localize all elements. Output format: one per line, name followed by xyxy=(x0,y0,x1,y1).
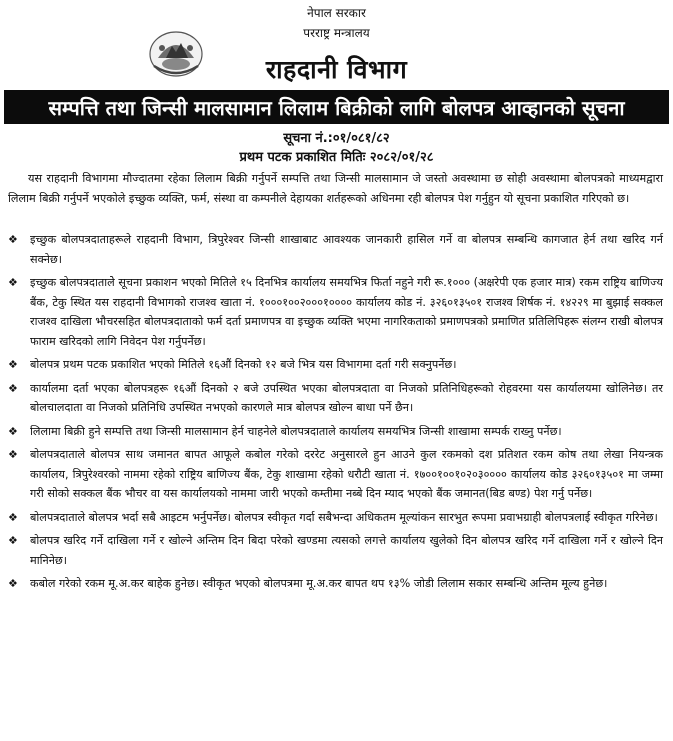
diamond-bullet-icon: ❖ xyxy=(8,577,18,590)
ministry-name: परराष्ट्र मन्त्रालय xyxy=(303,26,370,40)
diamond-bullet-icon: ❖ xyxy=(8,358,18,371)
diamond-bullet-icon: ❖ xyxy=(8,381,18,395)
notice-number: सूचना नं.:०१/०८१/८२ xyxy=(283,131,390,146)
condition-text: लिलामा बिक्री हुने सम्पत्ति तथा जिन्सी मालसामान हेर्न चाहनेले बोलपत्रदाताले कार्यालय समयभित्र जिन्सी शाखामा सम्पर्क राख्नु पर्नेछ। xyxy=(30,424,562,438)
condition-item xyxy=(6,379,663,418)
condition-item xyxy=(6,445,663,504)
condition-item xyxy=(6,355,663,375)
condition-text: बोलपत्र प्रथम पटक प्रकाशित भएको मितिले १६औं दिनको १२ बजे भित्र यस विभागमा दर्ता गरी सक्नुपर्नेछ। xyxy=(30,358,457,371)
condition-text: बोलपत्रदाताले बोलपत्र साथ जमानत बापत आफूले कबोल गरेको दररेट अनुसारले हुन आउने कुल रकमको दश प्रतिशत रकम कोष तथा लेखा नियन्त्रक कार्यालय, त्रिपुरेश्वरको नाममा रहेको राष्ट्रिय बाणिज्य बैंक, टेकु शाखामा रहेको धरौटी खाता नं. १७००१००१०२०३०००० कार्यालय कोड ३२६०१३५०१ मा जम्मा गरी सोको सक्कल बैंक भौचर वा यस कार्यालयको नाममा जारी भएको कम्तीमा नब्बे दिन म्याद भएको बैंक जमानत(बिड बण्ड) पेश गर्नु पर्नेछ। xyxy=(30,448,663,500)
diamond-bullet-icon: ❖ xyxy=(8,510,18,524)
condition-text: इच्छुक बोलपत्रदाताहरूले राहदानी विभाग, त्रिपुरेश्वर जिन्सी शाखाबाट आवश्यक जानकारी हासिल गर्ने वा बोलपत्र सम्बन्धि कागजात हेर्न तथा खरिद गर्न सक्नेछ। xyxy=(30,233,663,266)
condition-text: कबोल गरेको रकम मू.अ.कर बाहेक हुनेछ। स्वीकृत भएको बोलपत्रमा मू.अ.कर बापत थप १३% जोडी लिलाम सकार सम्बन्धि अन्तिम मूल्य हुनेछ। xyxy=(30,577,608,590)
condition-item xyxy=(6,273,663,351)
condition-text: बोलपत्र खरिद गर्ने दाखिला गर्ने र खोल्ने अन्तिम दिन बिदा परेको खण्डमा त्यसको लगत्ते कार्यालय खुलेको दिन बोलपत्र खरिद गर्ने दाखिला गर्ने र खोल्ने दिन मानिनेछ। xyxy=(30,534,663,567)
condition-item xyxy=(6,508,663,528)
government-name: नेपाल सरकार xyxy=(307,6,366,20)
condition-text: कार्यालमा दर्ता भएका बोलपत्रहरू १६औं दिनको २ बजे उपस्थित भएका बोलपत्रदाता वा निजको प्रतिनिधिहरूको रोहवरमा यस कार्यालयमा खोलिनेछ। तर बोलचालदाता वा निजको प्रतिनिधि उपस्थित नभएको कारणले मात्र बोलपत्र खोल्न बाधा पर्ने छैन। xyxy=(30,381,663,414)
notice-header xyxy=(0,0,673,88)
condition-text: बोलपत्रदाताले बोलपत्र भर्दा सबै आइटम भर्नुपर्नेछ। बोलपत्र स्वीकृत गर्दा सबैभन्दा अधिकतम मूल्यांकन सारभुत रूपमा प्रवाभग्राही बोलपत्रलाई स्वीकृत गरिनेछ। xyxy=(30,510,658,524)
condition-text: इच्छुक बोलपत्रदातालेे सूचना प्रकाशन भएको मितिले १५ दिनभित्र कार्यालय समयभित्र फिर्ता नहुने गरी रू.१००० (अक्षरेपी एक हजार मात्र) रकम राष्ट्रिय बाणिज्य बैंक, टेकु स्थित यस राहदानी विभागको राजश्व खाता नं. १०००१००२०००१०००० कार्यालय कोड नं. ३२६०१३५०१ राजश्व शिर्षक नं. १४२२९ मा बुझाई सक्कल राजश्व दाखिला भौचरसहित बोलपत्रदाताको फर्म दर्ता प्रमाणपत्र वा इच्छुक व्यक्ति भएमा नागरिकताको प्रमाणपत्रको प्रमाणित प्रतिलिपिहरू संलग्न राखी बोलपत्र फाराम खरिदको लागि निवेदन पेश गर्नुपर्नेछ। xyxy=(30,276,663,348)
diamond-bullet-icon: ❖ xyxy=(8,233,18,246)
intro-paragraph: यस राहदानी विभागमा मौज्दातमा रहेका लिलाम बिक्री गर्नुपर्ने सम्पत्ति तथा जिन्सी मालसामान जे जस्तो अवस्थामा छ सोही अवस्थामा बोलपत्रको माध्यमद्वारा लिलाम बिक्री गर्नुपर्ने भएकोले इच्छुक व्यक्ति, फर्म, संस्था वा कम्पनीले देहायका शर्तहरूको अधिनमा रही बोलपत्र पेश गर्नुहुन यो सूचना प्रकाशित गरिएको छ। xyxy=(8,172,663,205)
publication-date: प्रथम पटक प्रकाशित मितिः २०८२/०१/२८ xyxy=(239,150,434,165)
diamond-bullet-icon: ❖ xyxy=(8,424,18,438)
condition-item xyxy=(6,531,663,570)
diamond-bullet-icon: ❖ xyxy=(8,276,18,289)
notice-title-banner xyxy=(4,90,669,124)
department-name: राहदानी विभाग xyxy=(265,55,408,84)
conditions-list xyxy=(6,230,663,598)
diamond-bullet-icon: ❖ xyxy=(8,534,18,547)
diamond-bullet-icon: ❖ xyxy=(8,448,18,461)
condition-item xyxy=(6,574,663,594)
condition-item xyxy=(6,230,663,269)
condition-item xyxy=(6,422,663,442)
notice-title: सम्पत्ति तथा जिन्सी मालसामान लिलाम बिक्रीको लागि बोलपत्र आव्हानको सूचना xyxy=(48,95,625,120)
